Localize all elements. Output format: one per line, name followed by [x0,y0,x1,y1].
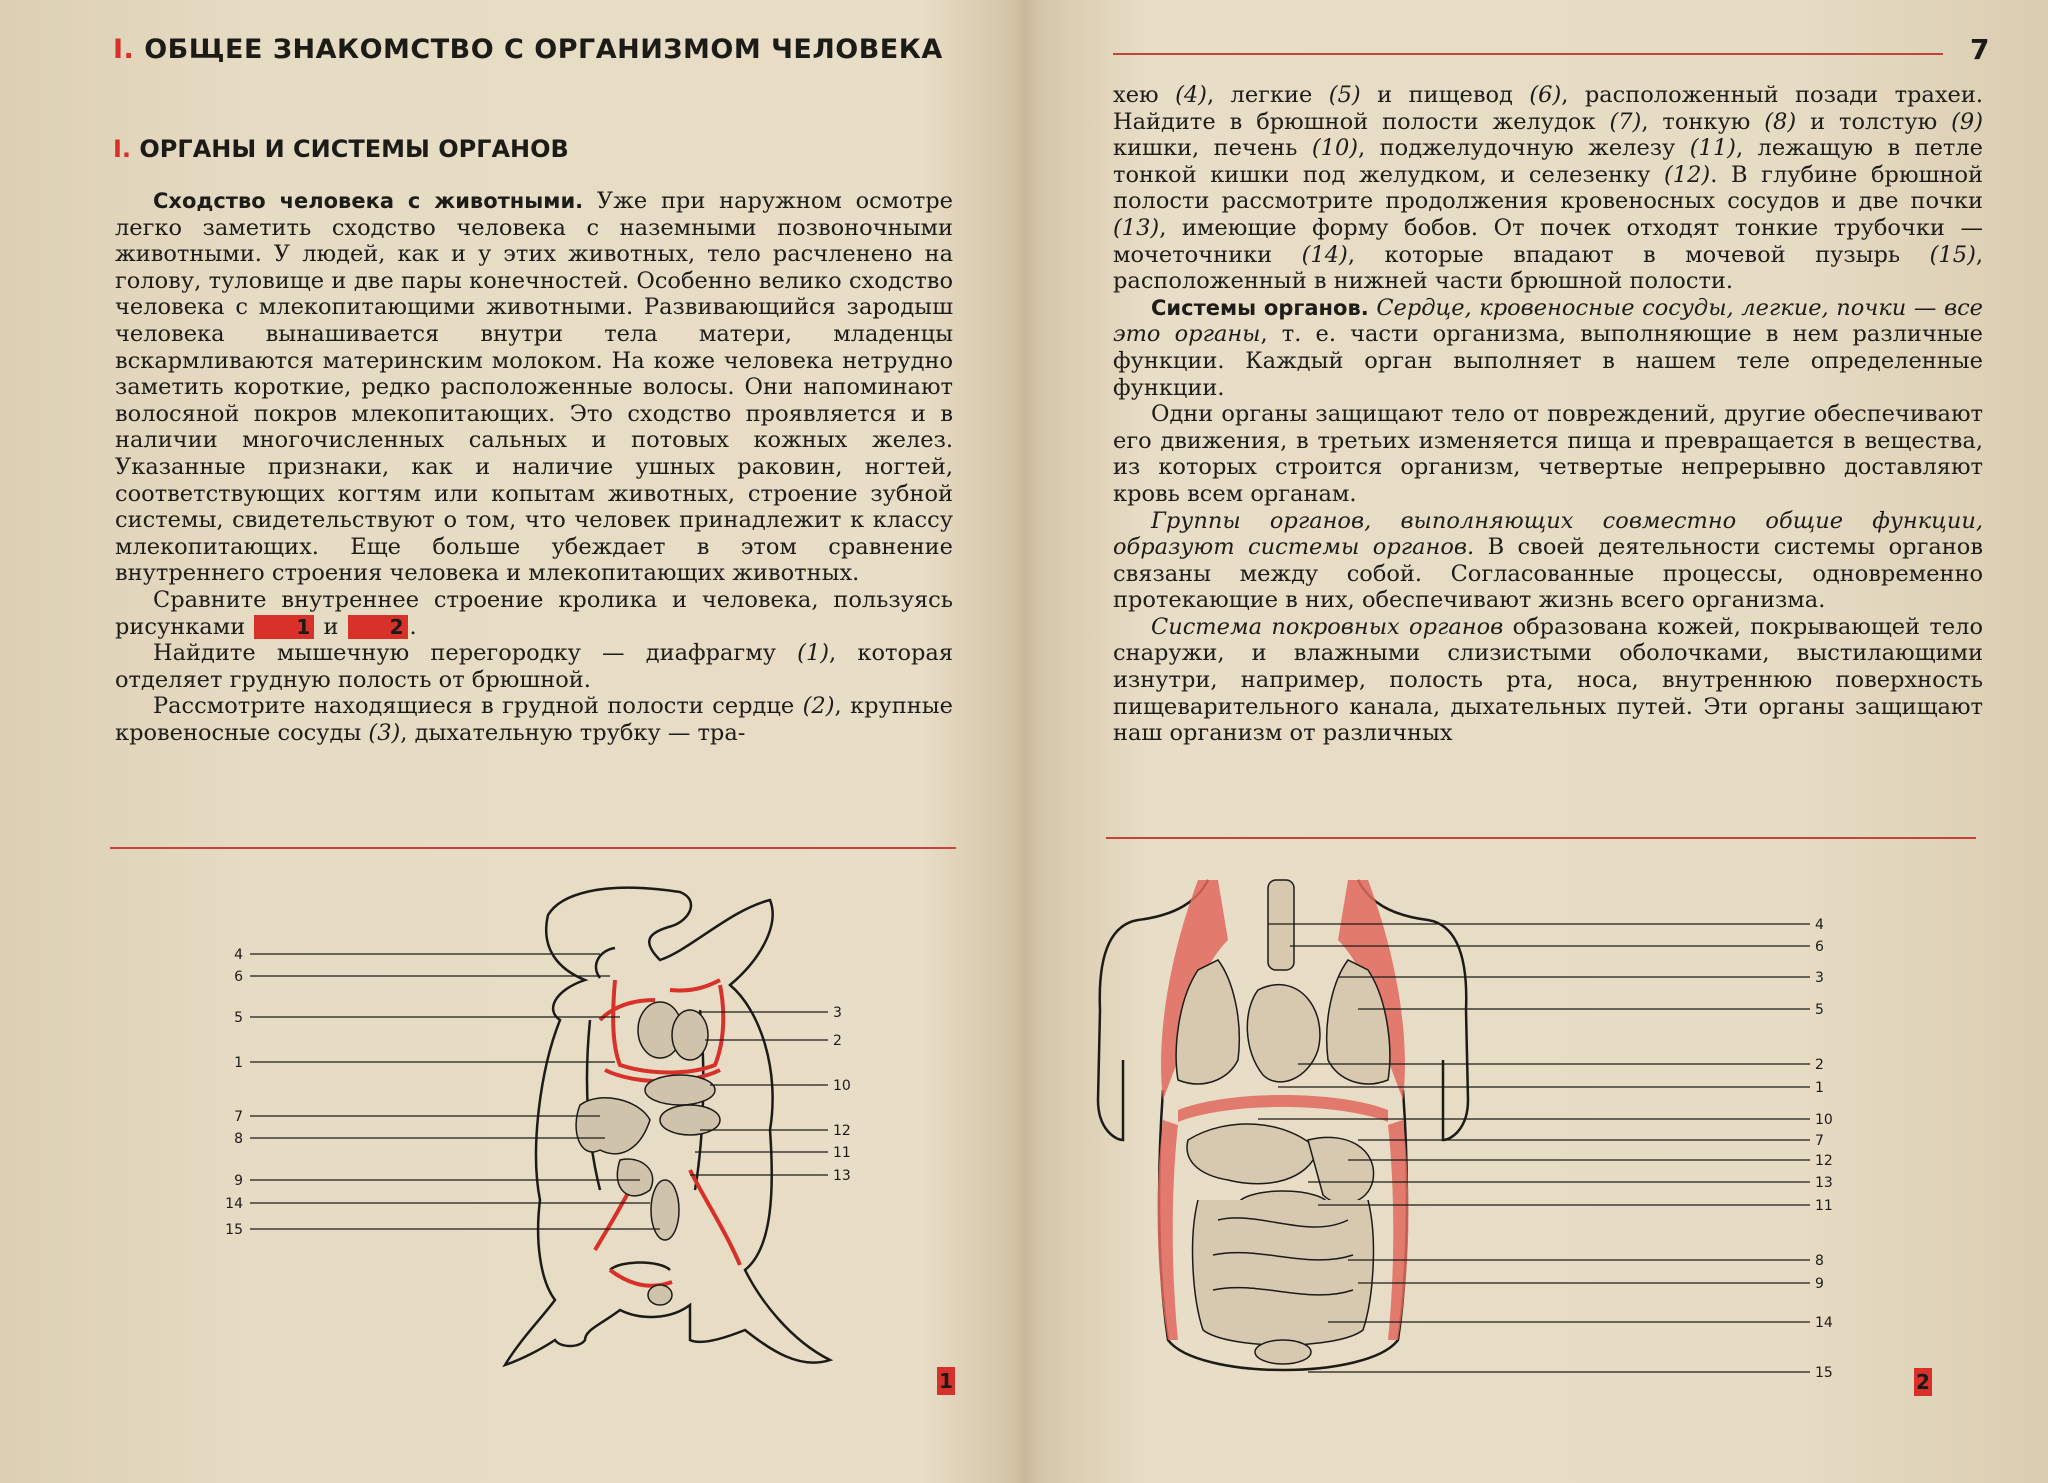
organ-ref: (4) [1175,82,1207,108]
paragraph-text: , которые впадают в мочевой пузырь [1347,241,1930,268]
callout-label: 2 [1815,1057,1824,1073]
callout-label: 5 [1815,1002,1824,1018]
figure-number-badge: 1 [937,1367,955,1395]
paragraph-text: Одни органы защищают тело от повреждений, другие обеспечивают его движения, в третьих изменяется пища и превращается в вещества, из которых строится организм, четвертые непрерывно доставляют кровь всем органам. [1113,401,1983,507]
callout-label: 12 [1815,1153,1833,1169]
paragraph [115,693,953,746]
callout-label: 7 [1815,1133,1824,1149]
organ-ref: (3) [368,719,401,746]
organ-ref: (15) [1929,241,1976,268]
paragraph-text: , легкие [1206,82,1329,108]
paragraph-text: и [316,613,346,640]
callout-label: 7 [234,1109,243,1125]
section-title: ОРГАНЫ И СИСТЕМЫ ОРГАНОВ [139,135,569,163]
callout-label: 14 [1815,1315,1833,1331]
organ-ref: (7) [1609,108,1642,135]
paragraph-italic: Группы органов, выполняющих совместно общие функции, образуют системы органов. [1113,507,1983,561]
rabbit-organs [576,1002,720,1305]
callout-label: 15 [225,1222,243,1238]
paragraph-text: , поджелудочную железу [1358,135,1690,162]
right-page [1028,0,2048,1483]
organ-ref: (1) [797,640,830,667]
callout-label: 1 [1815,1080,1824,1096]
organ-ref: (11) [1689,135,1736,162]
right-body-text [1113,82,1983,747]
paragraph-text: образована кожей, покрывающей тело снаружи, и влажными слизистыми оболочками, выстилающими изнутри, например, полость рта, носа, внутреннюю поверхность пищеварительного канала, дыхательных путей. Эти органы защищают наш организм от различных [1113,613,1983,747]
paragraph-text: , которая отделяет грудную полость от брюшной. [115,640,954,693]
paragraph [115,640,953,693]
chapter-heading [113,34,943,65]
organ-ref: (14) [1301,241,1348,268]
callout-label: 13 [833,1168,851,1184]
left-body-text [115,188,953,746]
paragraph-text: , крупные кровеносные сосуды [115,693,953,746]
figure-ref-2[interactable]: 2 [348,615,408,639]
callout-label: 8 [1815,1253,1824,1269]
callout-label: 4 [234,947,243,963]
chapter-title: ОБЩЕЕ ЗНАКОМСТВО С ОРГАНИЗМОМ ЧЕЛОВЕКА [144,34,943,65]
callout-label: 8 [234,1131,243,1147]
organ-ref: (6) [1529,82,1562,108]
paragraph [1113,82,1983,295]
page-number: 7 [1970,33,1990,66]
divider-rule [110,847,956,849]
paragraph-text: , тонкую [1641,108,1765,135]
callout-label: 10 [1815,1112,1833,1128]
paragraph-text: Найдите мышечную перегородку — диафрагму [153,640,798,667]
organ-ref: (2) [802,693,835,720]
paragraph-text: Сравните внутреннее строение кролика и человека, пользуясь рисунками [115,586,953,640]
paragraph [115,188,953,587]
section-number: I. [113,135,132,163]
paragraph [115,587,953,640]
paragraph-text: . [409,613,417,640]
paragraph-text: , расположенный в нижней части брюшной полости. [1113,241,1983,295]
callout-label: 3 [833,1005,842,1021]
organ-ref: (10) [1311,135,1359,162]
figure-number-badge: 2 [1914,1368,1932,1396]
paragraph [1113,614,1983,747]
paragraph-text: , расположенный позади трахеи. Найдите в брюшной полости желудок [1113,82,1983,135]
figure-ref-1[interactable]: 1 [254,615,314,639]
paragraph-text: В своей деятельности системы органов связаны между собой. Согласованные процессы, одновременно протекающие в них, обеспечивают жизнь всего организма. [1113,534,1983,614]
paragraph-text: , т. е. части организма, выполняющие в нем различные функции. Каждый орган выполняет в нашем теле определенные функции. [1113,321,1983,401]
paragraph-italic: Сердце, кровеносные сосуды, легкие, почки — все это органы [1113,294,1983,348]
header-rule [1113,53,1943,55]
paragraph-text: , имеющие форму бобов. От почек отходят тонкие трубочки — мочеточники [1113,214,1983,268]
callout-label: 3 [1815,970,1824,986]
callout-label: 9 [1815,1276,1824,1292]
callout-label: 13 [1815,1175,1833,1191]
left-page [0,0,1010,1483]
callout-label: 9 [234,1173,243,1189]
paragraph-text: и толстую [1796,108,1952,135]
callout-label: 11 [1815,1198,1833,1214]
paragraph-text: . В глубине брюшной полости рассмотрите продолжения кровеносных сосудов и две почки [1113,161,1983,215]
callout-label: 2 [833,1033,842,1049]
human-anatomy-figure [1028,860,2048,1400]
section-heading [113,135,569,163]
organ-ref: (8) [1764,108,1797,135]
callout-label: 14 [225,1196,243,1212]
paragraph-text: , дыхательную трубку — тра- [400,719,746,746]
callout-label: 10 [833,1078,851,1094]
paragraph-text: Уже при наружном осмотре легко заметить сходство человека с наземными позвоночными животными. У людей, как и у этих животных, тело расчленено на голову, туловище и две пары конечностей. Особенно велико сходство человека с млекопитающими животными. Развивающийся зародыш человека вынашивается внутри тела матери, младенцы вскармливаются материнским молоком. На коже человека нетрудно заметить короткие, редко расположенные волосы. Они напоминают волосяной покров млекопитающих. Это сходство проявляется и в наличии многочисленных сальных и потовых кожных желез. Указанные признаки, как и наличие ушных раковин, ногтей, соответствующих когтям или копытам животных, строение зубной системы, свидетельствуют о том, что человек принадлежит к классу млекопитающих. Еще больше убеждает в этом сравнение внутреннего строения человека и млекопитающих животных. [115,188,953,587]
paragraph-text: и пищевод [1360,82,1530,108]
callout-label: 15 [1815,1365,1833,1381]
chapter-number: I. [113,34,135,65]
organ-ref: (9) [1951,108,1983,135]
paragraph-lead: Системы органов. [1151,295,1369,320]
paragraph-text: , лежащую в петле тонкой кишки под желудком, и селезенку [1113,135,1983,188]
callout-label: 6 [1815,939,1824,955]
human-labels [1815,917,1833,1381]
divider-rule [1106,837,1976,839]
organ-ref: (5) [1328,82,1361,108]
paragraph [1113,401,1983,507]
paragraph-text: кишки, печень [1113,135,1312,162]
callout-label: 11 [833,1145,851,1161]
rabbit-anatomy-figure [0,870,1010,1390]
paragraph [1113,508,1983,614]
paragraph-text: хею [1113,82,1176,108]
paragraph [1113,295,1983,401]
organ-ref: (12) [1664,161,1711,188]
organ-ref: (13) [1113,214,1160,241]
callout-label: 12 [833,1123,851,1139]
callout-label: 4 [1815,917,1824,933]
callout-label: 5 [234,1010,243,1026]
paragraph-lead: Сходство человека с животными. [153,189,584,213]
callout-label: 6 [234,969,243,985]
paragraph-italic: Система покровных органов [1151,613,1504,640]
callout-label: 1 [234,1055,243,1071]
paragraph-text: Рассмотрите находящиеся в грудной полости сердце [153,693,803,720]
